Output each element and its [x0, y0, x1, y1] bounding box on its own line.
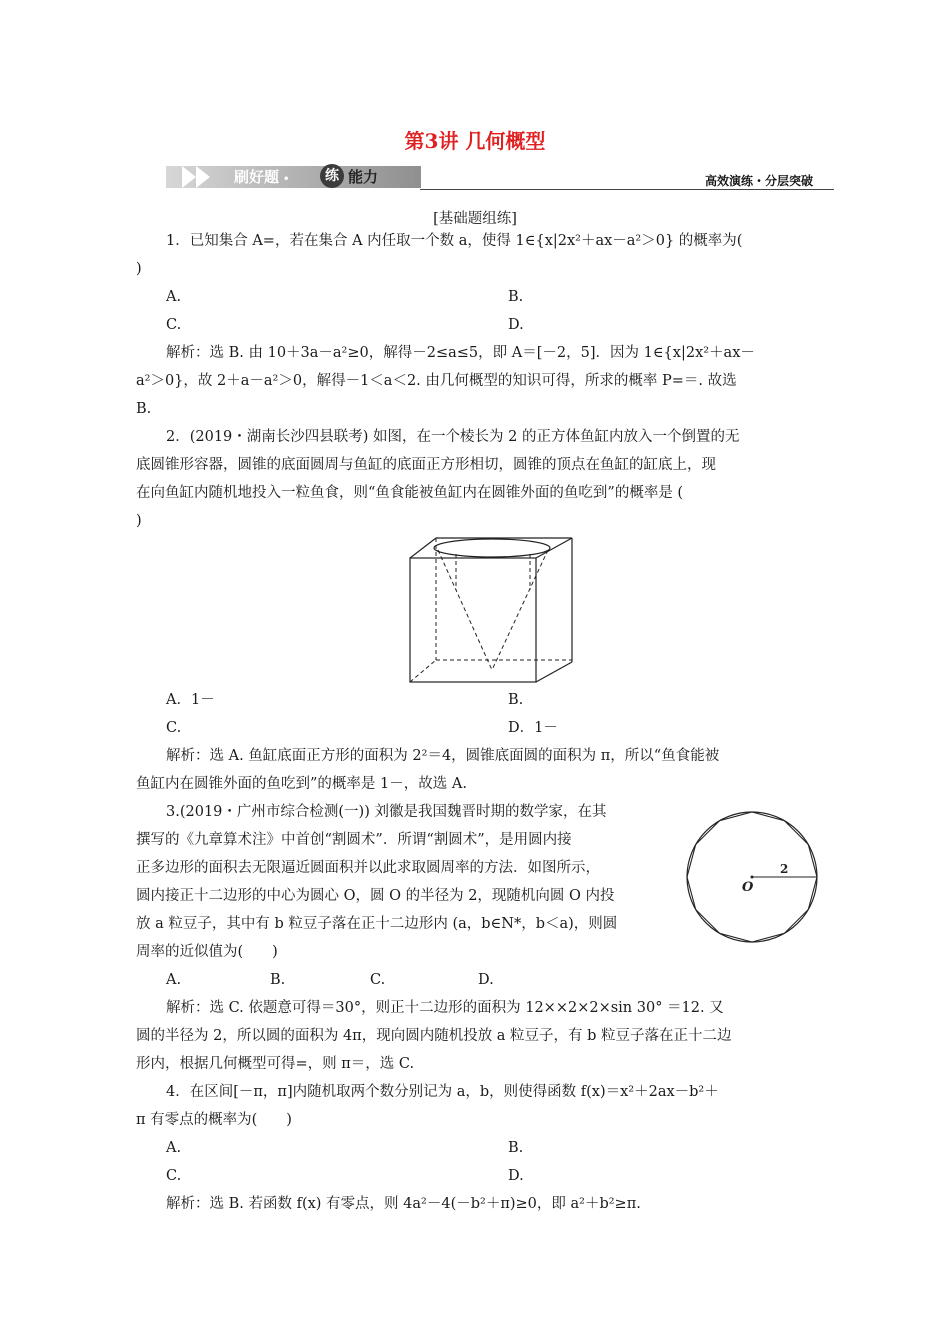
q2-line2: 底圆锥形容器，圆锥的底面圆周与鱼缸的底面正方形相切，圆锥的顶点在鱼缸的缸底上，现: [136, 457, 716, 473]
q1-option-b: B.: [508, 289, 524, 305]
q2-line1: 2．(2019・湖南长沙四县联考) 如图，在一个棱长为 2 的正方体鱼缸内放入一个倒置的无: [166, 429, 740, 445]
q3-option-d: D.: [478, 972, 494, 988]
q2-line4: ): [136, 513, 142, 529]
q1-solution-line1: 解析：选 B. 由 10＋3a－a²≥0，解得－2≤a≤5，即 A＝[－2，5]．因为 1∈{x|2x²＋ax－: [166, 345, 755, 361]
q2-solution-line2: 鱼缸内在圆锥外面的鱼吃到”的概率是 1－，故选 A.: [136, 776, 467, 792]
q2-option-d: D．1－: [508, 720, 558, 736]
q4-option-d: D.: [508, 1168, 524, 1184]
banner-label-right: 能力: [348, 168, 379, 186]
q4-option-a: A.: [166, 1140, 182, 1156]
q2-solution-line1: 解析：选 A. 鱼缸底面正方形的面积为 2²＝4，圆锥底面圆的面积为 π，所以“鱼食能被: [166, 748, 720, 764]
banner-label-left: 刷好题 •: [234, 168, 290, 186]
q4-line1: 4．在区间[－π，π]内随机取两个数分别记为 a，b，则使得函数 f(x)＝x²＋2ax－b²＋: [166, 1084, 719, 1100]
chevron-right-icon: [196, 166, 210, 188]
section-heading: [基础题组练]: [433, 211, 517, 227]
divider: [420, 189, 834, 190]
q2-option-b: B.: [508, 692, 524, 708]
chevron-right-icon: [182, 166, 196, 188]
q3-option-a: A.: [166, 972, 182, 988]
cube-cone-figure: [400, 530, 580, 690]
q3-solution-line1: 解析：选 C. 依题意可得＝30°，则正十二边形的面积为 12××2×2×sin 30° ＝12. 又: [166, 1000, 724, 1016]
q3-line3: 正多边形的面积去无限逼近圆面积并以此求取圆周率的方法．如图所示，: [136, 860, 600, 876]
q3-option-c: C.: [370, 972, 386, 988]
q1-line1: 1．已知集合 A=，若在集合 A 内任取一个数 a，使得 1∈{x|2x²＋ax－a²＞0} 的概率为(: [166, 233, 743, 249]
q3-solution-line3: 形内，根据几何概型可得=，则 π＝，选 C.: [136, 1056, 415, 1072]
q3-line4: 圆内接正十二边形的中心为圆心 O，圆 O 的半径为 2，现随机向圆 O 内投: [136, 888, 615, 904]
q1-solution-line3: B.: [136, 401, 152, 417]
q3-solution-line2: 圆的半径为 2，所以圆的面积为 4π，现向圆内随机投放 a 粒豆子，有 b 粒豆子落在正十二边: [136, 1028, 732, 1044]
q4-line2: π 有零点的概率为( ): [136, 1112, 292, 1128]
q1-option-d: D.: [508, 317, 524, 333]
dodecagon-figure: [680, 810, 825, 945]
q2-line3: 在向鱼缸内随机地投入一粒鱼食，则“鱼食能被鱼缸内在圆锥外面的鱼吃到”的概率是 (: [136, 485, 684, 501]
q4-solution-line1: 解析：选 B. 若函数 f(x) 有零点，则 4a²－4(－b²＋π)≥0，即 a²＋b²≥π.: [166, 1196, 641, 1212]
fig-radius-label: 2: [780, 862, 789, 876]
q2-option-a: A．1－: [166, 692, 215, 708]
q4-option-b: B.: [508, 1140, 524, 1156]
q4-option-c: C.: [166, 1168, 182, 1184]
fig-center-label: O: [742, 880, 754, 895]
badge-icon: 练: [320, 164, 344, 188]
banner-right-tag: 高效演练・分层突破: [705, 174, 814, 188]
q3-option-b: B.: [270, 972, 286, 988]
q3-line6: 周率的近似值为( ): [136, 944, 278, 960]
q1-solution-line2: a²＞0}，故 2＋a－a²＞0，解得－1＜a＜2. 由几何概型的知识可得，所求的概率 P=＝. 故选: [136, 373, 737, 389]
q1-option-a: A.: [166, 289, 182, 305]
page-title: 第3讲 几何概型: [404, 129, 546, 153]
q3-line1: 3.(2019・广州市综合检测(一)) 刘徽是我国魏晋时期的数学家，在其: [166, 804, 607, 820]
q1-option-c: C.: [166, 317, 182, 333]
q2-option-c: C.: [166, 720, 182, 736]
practice-banner: [166, 163, 421, 191]
q3-line2: 撰写的《九章算术注》中首创“割圆术”．所谓“割圆术”，是用圆内接: [136, 832, 572, 848]
q3-line5: 放 a 粒豆子，其中有 b 粒豆子落在正十二边形内 (a，b∈N*，b＜a)，则圆: [136, 916, 618, 932]
q1-line2: ): [136, 261, 142, 277]
